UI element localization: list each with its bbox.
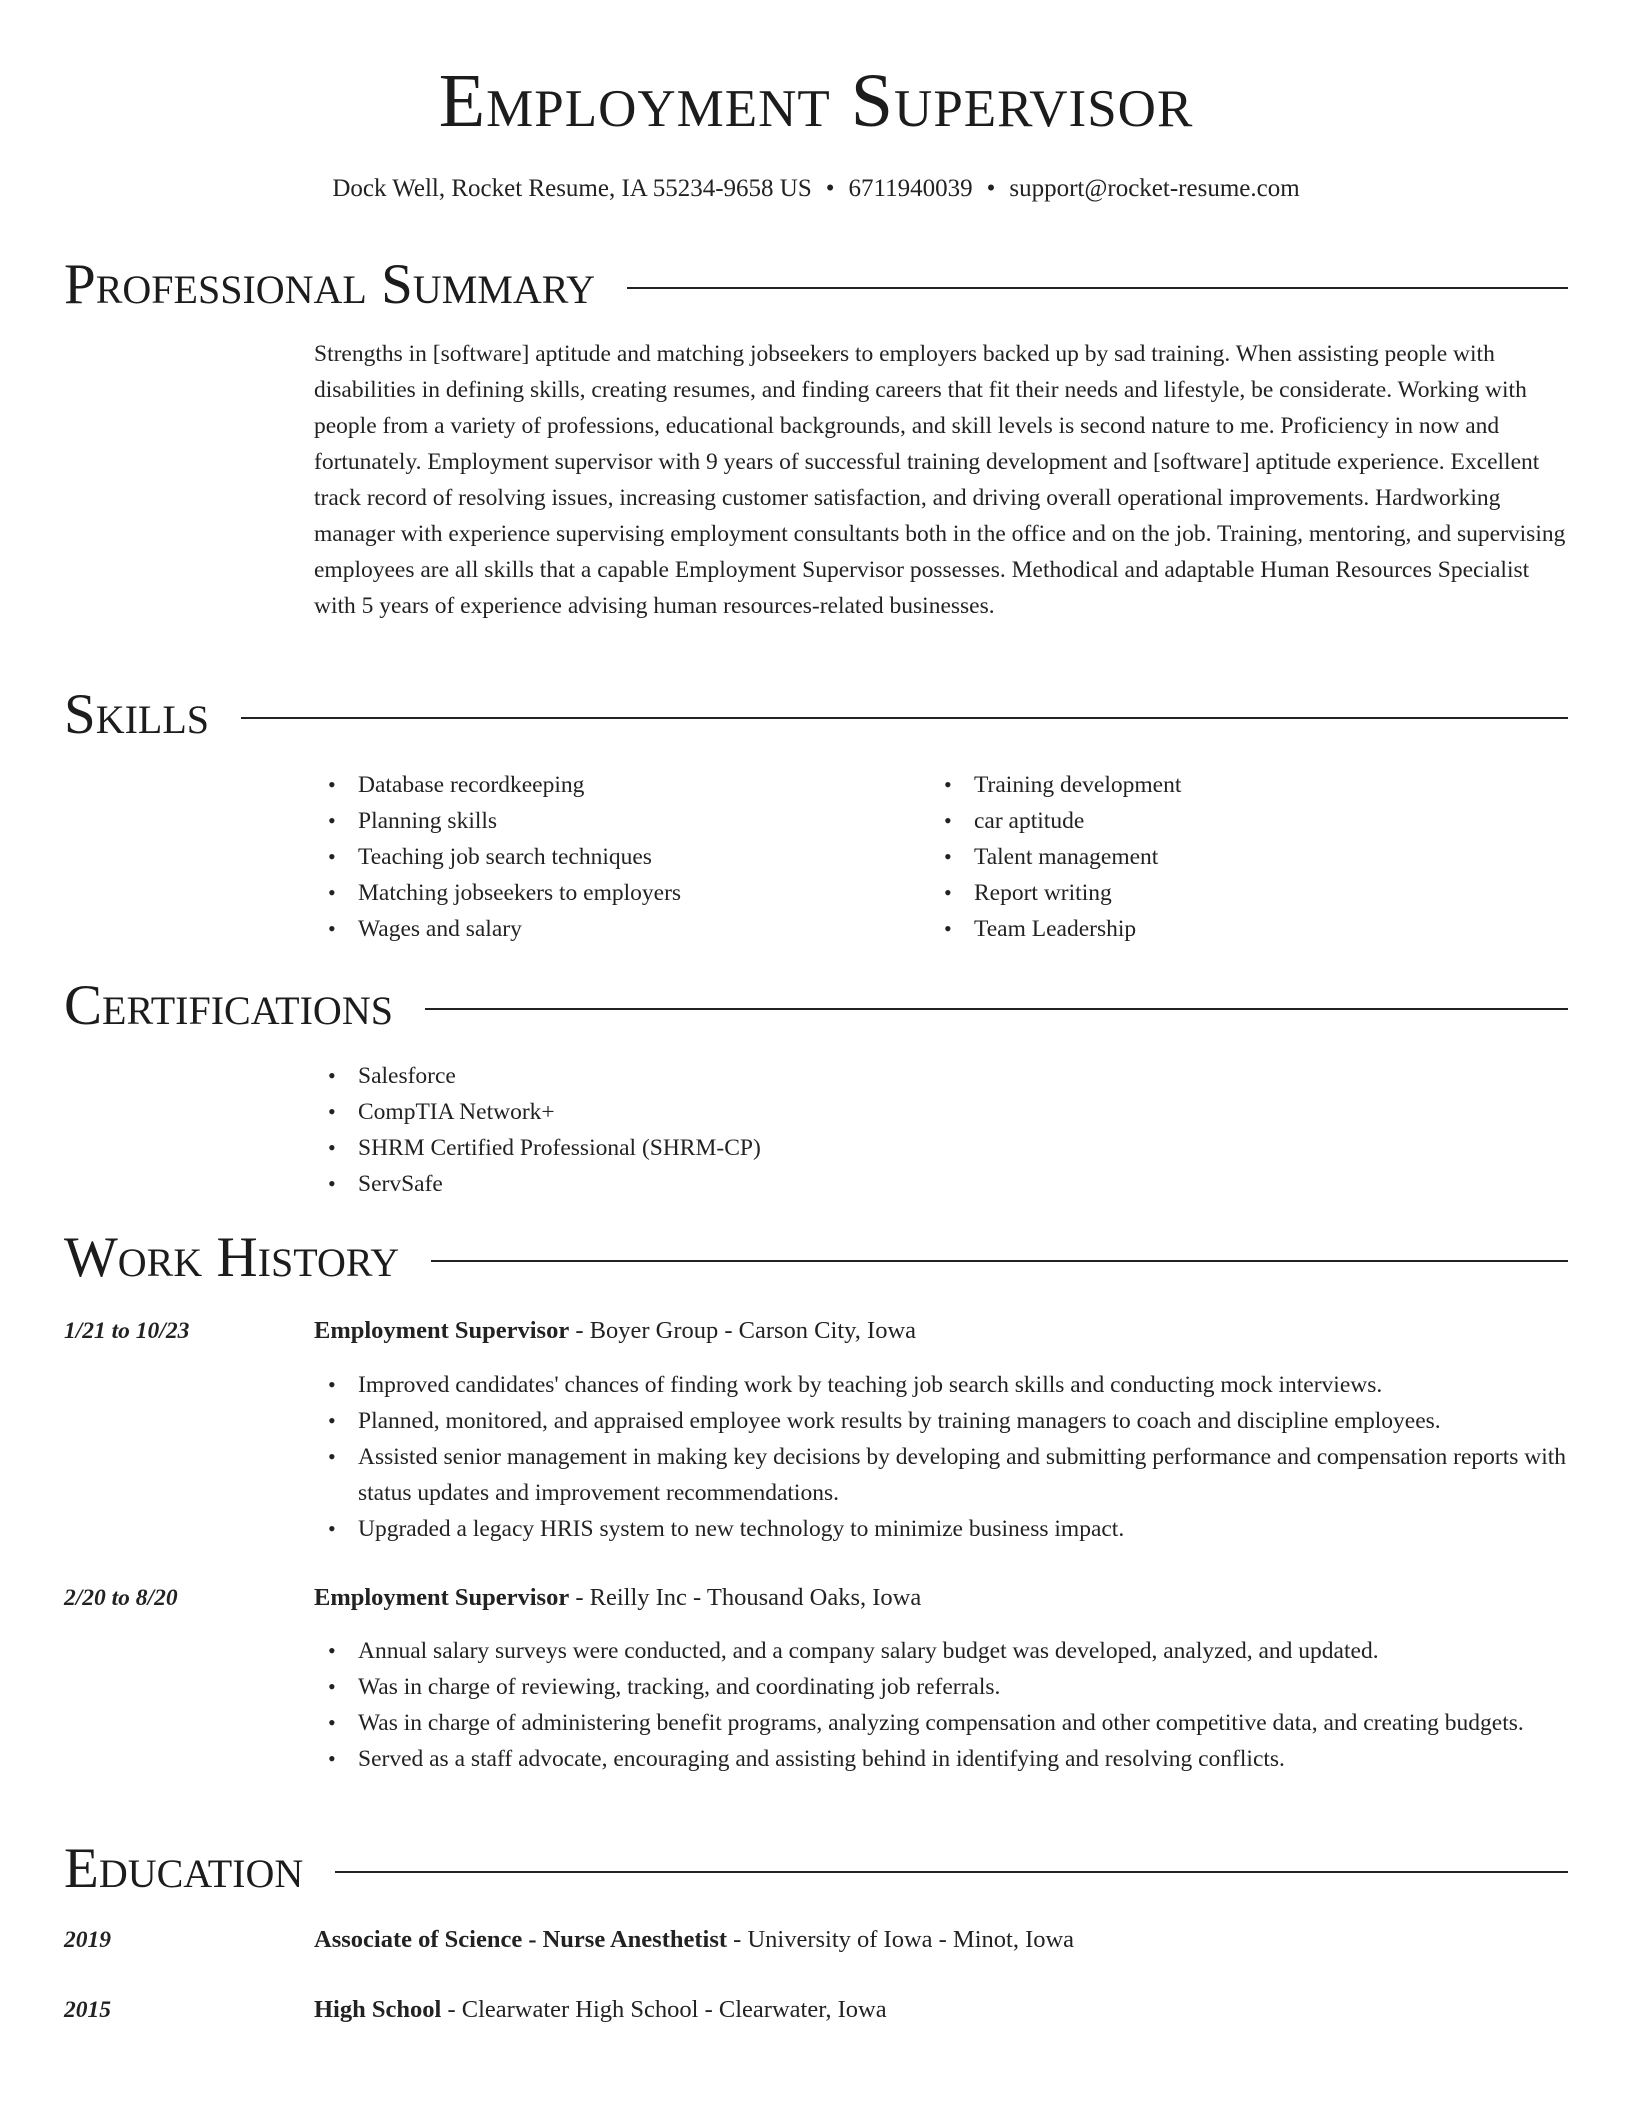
separator-dot: • [825, 175, 835, 202]
job-bullet: • Served as a staff advocate, encouraging and assisting behind in identifying and resolving conflicts. [314, 1741, 1568, 1777]
skill-item: • Planning skills [314, 803, 930, 839]
skill-item: • car aptitude [930, 803, 1546, 839]
job-bullet: • Annual salary surveys were conducted, and a company salary budget was developed, analyzed, and updated. [314, 1633, 1568, 1669]
education-heading: Education [64, 1837, 304, 1900]
contact-address: Dock Well, Rocket Resume, IA 55234-9658 US [332, 175, 812, 202]
section-divider [241, 717, 1568, 719]
skill-item: • Talent management [930, 839, 1546, 875]
summary-heading: Professional Summary [64, 253, 596, 316]
skills-list [314, 767, 1568, 947]
job-role: Employment Supervisor [314, 1317, 570, 1344]
job-company-location: - Reilly Inc - Thousand Oaks, Iowa [569, 1584, 922, 1611]
contact-phone: 6711940039 [848, 175, 973, 202]
skills-section-header [64, 684, 1568, 747]
contact-email[interactable]: support@rocket-resume.com [1009, 175, 1300, 202]
skill-item: • Matching jobseekers to employers [314, 875, 930, 911]
skills-heading: Skills [64, 683, 210, 746]
work-history-heading: Work History [64, 1226, 400, 1289]
separator-dot: • [986, 175, 996, 202]
certification-item: • SHRM Certified Professional (SHRM-CP) [314, 1130, 1568, 1166]
job-bullet: • Assisted senior management in making key decisions by developing and submitting performance and compensation reports with status updates and improvement recommendations. [314, 1439, 1568, 1511]
education-year: 2015 [64, 1997, 111, 2023]
job-bullet: • Was in charge of reviewing, tracking, and coordinating job referrals. [314, 1669, 1568, 1705]
section-divider [431, 1260, 1568, 1262]
job-role: Employment Supervisor [314, 1584, 570, 1611]
skills-column-right [930, 767, 1546, 947]
skills-column-left [314, 767, 930, 947]
skill-item: • Wages and salary [314, 911, 930, 947]
job-title-line [314, 1313, 1568, 1349]
job-dates: 1/21 to 10/23 [64, 1318, 190, 1344]
contact-line [0, 174, 1632, 204]
certifications-section-header [64, 975, 1568, 1038]
job-bullets [314, 1633, 1568, 1777]
skill-item: • Team Leadership [930, 911, 1546, 947]
summary-section-header [64, 254, 1568, 317]
summary-text: Strengths in [software] aptitude and matching jobseekers to employers backed up by sad training. When assisting people with disabilities in defining skills, creating resumes, and finding careers that fit their needs and lifestyle, be considerate. Working with people from a variety of professions, educational backgrounds, and skill levels is second nature to me. Proficiency in now and fortunately. Employment supervisor with 9 years of successful training development and [software] aptitude experience. Excellent track record of resolving issues, increasing customer satisfaction, and driving overall operational improvements. Hardworking manager with experience supervising employment consultants both in the office and on the job. Training, mentoring, and supervising employees are all skills that a capable Employment Supervisor possesses. Methodical and adaptable Human Resources Specialist with 5 years of experience advising human resources-related businesses. [314, 341, 1566, 619]
job-company-location: - Boyer Group - Carson City, Iowa [569, 1317, 917, 1344]
work-history-section-header [64, 1227, 1568, 1290]
job-bullet: • Planned, monitored, and appraised employee work results by training managers to coach and discipline employees. [314, 1403, 1568, 1439]
education-school: - University of Iowa - Minot, Iowa [727, 1926, 1075, 1953]
education-section-header [64, 1838, 1568, 1901]
section-divider [335, 1871, 1568, 1873]
skill-item: • Database recordkeeping [314, 767, 930, 803]
certification-item: • Salesforce [314, 1058, 1568, 1094]
job-dates: 2/20 to 8/20 [64, 1585, 178, 1611]
certification-item: • CompTIA Network+ [314, 1094, 1568, 1130]
education-school: - Clearwater High School - Clearwater, Iowa [441, 1996, 887, 2023]
job-title-line [314, 1580, 1568, 1616]
section-divider [425, 1008, 1568, 1010]
skill-item: • Report writing [930, 875, 1546, 911]
job-bullet: • Was in charge of administering benefit programs, analyzing compensation and other competitive data, and creating budgets. [314, 1705, 1568, 1741]
education-degree: Associate of Science - Nurse Anesthetist [314, 1926, 728, 1953]
skill-item: • Training development [930, 767, 1546, 803]
education-year: 2019 [64, 1927, 111, 1953]
certification-item: • ServSafe [314, 1166, 1568, 1202]
education-entry [314, 1992, 1568, 2028]
job-bullet: • Upgraded a legacy HRIS system to new technology to minimize business impact. [314, 1511, 1568, 1547]
certifications-heading: Certifications [64, 974, 393, 1037]
job-bullet: • Improved candidates' chances of finding work by teaching job search skills and conducting mock interviews. [314, 1367, 1568, 1403]
job-bullets [314, 1367, 1568, 1547]
education-entry [314, 1922, 1568, 1958]
section-divider [627, 287, 1568, 289]
skill-item: • Teaching job search techniques [314, 839, 930, 875]
education-degree: High School [314, 1996, 442, 2023]
candidate-name: Employment Supervisor [438, 59, 1194, 143]
certifications-list [314, 1058, 1568, 1202]
